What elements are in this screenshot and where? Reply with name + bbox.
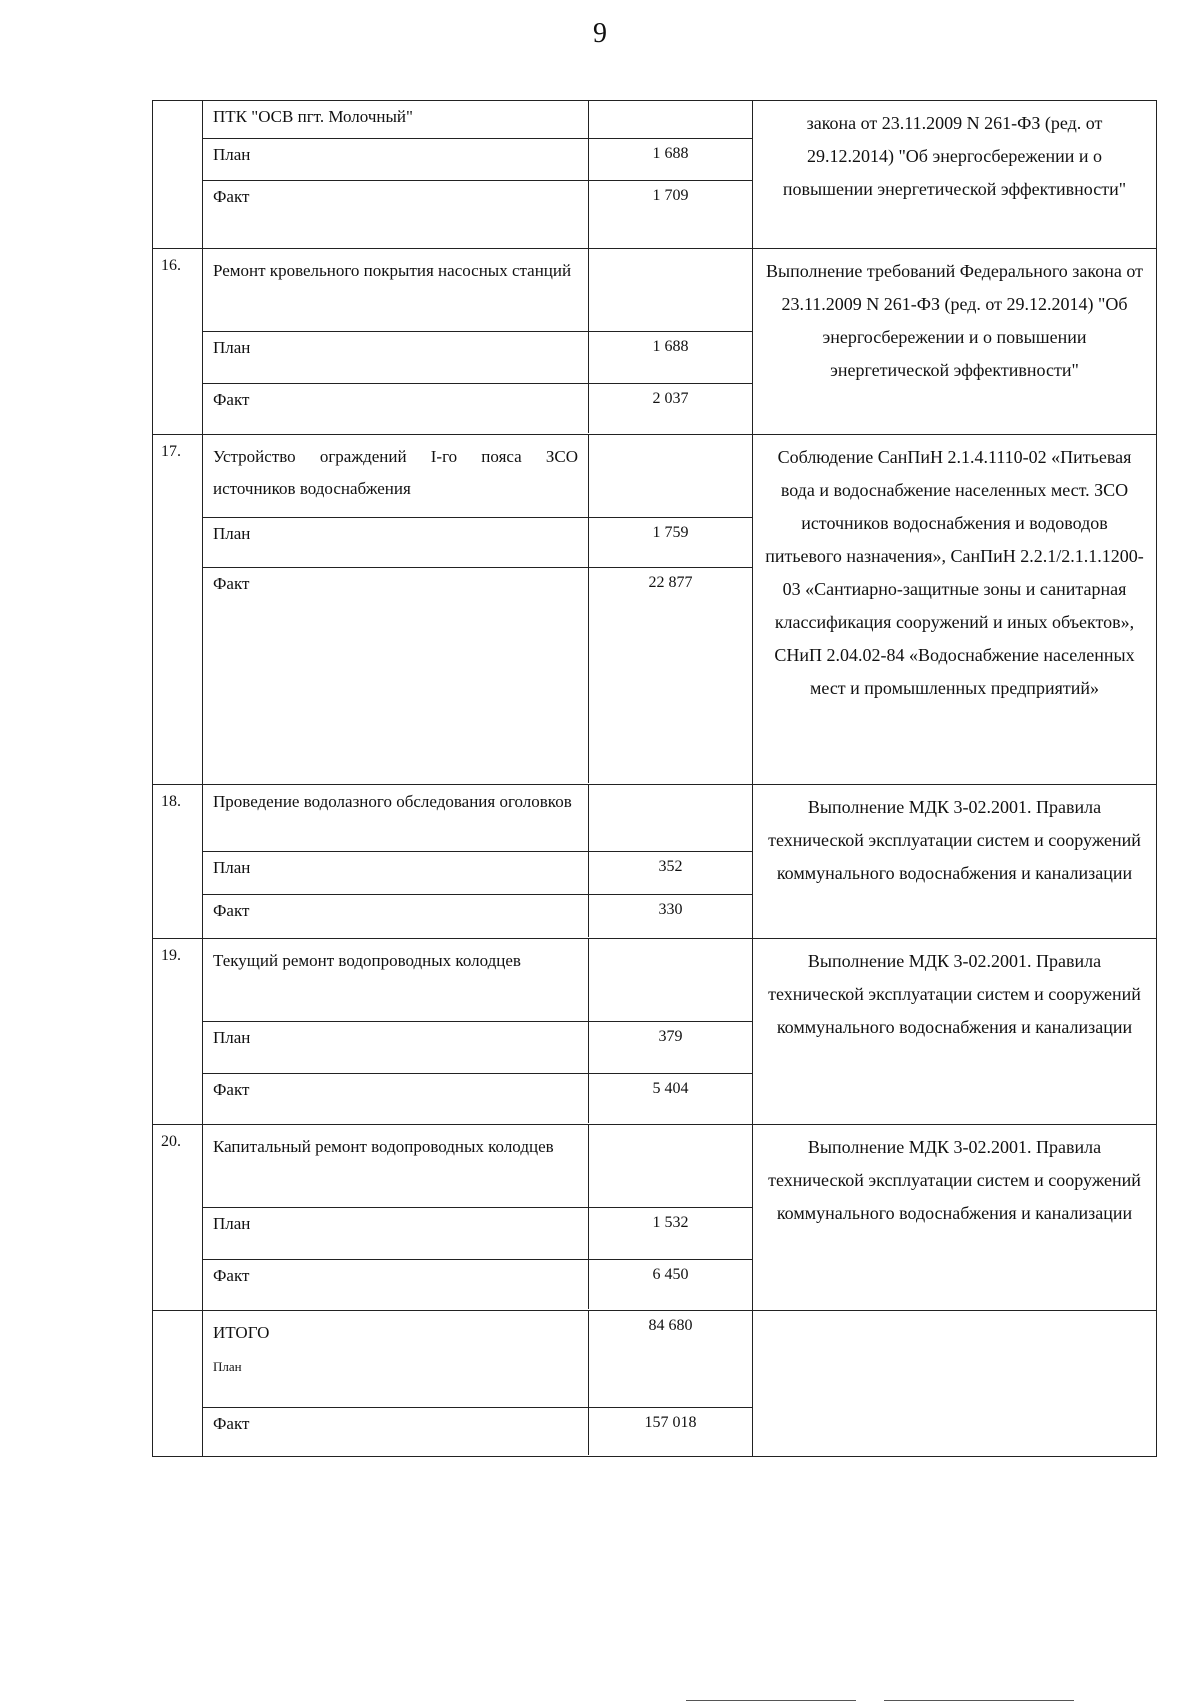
justification-text: Выполнение требований Федерального закона от 23.11.2009 N 261-ФЗ (ред. от 29.12.2014) "Об энергосбережении и о повышении энергетической эффективности" — [766, 261, 1143, 380]
item-cell — [203, 101, 753, 249]
plan-label: План — [203, 1021, 589, 1073]
fact-value: 22 877 — [589, 567, 753, 783]
plan-value: 1 688 — [589, 331, 753, 383]
row-number — [153, 101, 203, 249]
justification-cell — [753, 785, 1157, 939]
row-number: 16. — [153, 249, 203, 435]
item-cell — [203, 249, 753, 435]
justification-text: Соблюдение СанПиН 2.1.4.1110-02 «Питьевая вода и водоснабжение населенных мест. ЗСО источников водоснабжения и водоводов питьевого назначения», СанПиН 2.2.1/2.1.1.1200-03 «Сантиарно-защитные зоны и санитарная классификация сооружений и иных объектов», СНиП 2.04.02-84 «Водоснабжение населенных мест и промышленных предприятий» — [765, 447, 1144, 698]
justification-text: Выполнение МДК 3-02.2001. Правила технической эксплуатации систем и сооружений коммунального водоснабжения и канализации — [768, 797, 1141, 883]
fact-label: Факт — [213, 573, 250, 593]
total-fact-label: Факт — [213, 1413, 250, 1433]
plan-value: 379 — [589, 1021, 753, 1073]
fact-value: 5 404 — [589, 1073, 753, 1123]
justification-cell — [753, 1125, 1157, 1311]
row-number: 20. — [153, 1125, 203, 1311]
footer-line — [884, 1700, 1074, 1701]
table-row — [153, 435, 1157, 785]
item-cell — [203, 939, 753, 1125]
item-cell — [203, 1125, 753, 1311]
item-cell — [203, 435, 753, 785]
fact-value: 1 709 — [589, 180, 753, 248]
total-plan-label: План — [213, 1359, 242, 1374]
row-number: 17. — [153, 435, 203, 785]
works-table — [152, 100, 1157, 1457]
table-row — [153, 1125, 1157, 1311]
fact-value: 6 450 — [589, 1259, 753, 1309]
plan-label: План — [203, 331, 589, 383]
justification-text: закона от 23.11.2009 N 261-ФЗ (ред. от 29.12.2014) "Об энергосбережении и о повышении энергетической эффективности" — [782, 113, 1127, 199]
item-cell — [203, 785, 753, 939]
plan-label: План — [203, 517, 589, 567]
total-title: ИТОГО — [213, 1323, 270, 1342]
justification-cell — [753, 101, 1157, 249]
row-number: 18. — [153, 785, 203, 939]
plan-value: 1 759 — [589, 517, 753, 567]
justification-text: Выполнение МДК 3-02.2001. Правила технической эксплуатации систем и сооружений коммунального водоснабжения и канализации — [768, 951, 1141, 1037]
footer-line — [686, 1700, 856, 1701]
plan-label: План — [203, 1207, 589, 1259]
fact-label: Факт — [213, 1265, 250, 1285]
justification-cell — [753, 435, 1157, 785]
table-row — [153, 939, 1157, 1125]
plan-label: План — [203, 138, 589, 180]
fact-label: Факт — [213, 389, 250, 409]
fact-label: Факт — [213, 900, 250, 920]
total-plan-value: 84 680 — [589, 1311, 753, 1407]
fact-label: Факт — [213, 186, 250, 206]
item-title: ПТК "ОСВ пгт. Молочный" — [203, 101, 589, 138]
plan-value: 352 — [589, 851, 753, 894]
justification-cell — [753, 249, 1157, 435]
item-title: Капитальный ремонт водопроводных колодцев — [213, 1137, 554, 1156]
empty-cell — [753, 1311, 1157, 1457]
item-title: Устройство ограждений I-го пояса ЗСО источников водоснабжения — [213, 447, 578, 498]
item-title: Проведение водолазного обследования оголовков — [213, 792, 572, 811]
plan-label: План — [203, 851, 589, 894]
total-fact-value: 157 018 — [589, 1407, 753, 1455]
table-row — [153, 785, 1157, 939]
table-row — [153, 101, 1157, 249]
fact-label: Факт — [213, 1079, 250, 1099]
item-title: Текущий ремонт водопроводных колодцев — [213, 951, 521, 970]
table-row — [153, 249, 1157, 435]
row-number: 19. — [153, 939, 203, 1125]
fact-value: 2 037 — [589, 383, 753, 433]
item-title: Ремонт кровельного покрытия насосных станций — [213, 261, 572, 280]
fact-value: 330 — [589, 894, 753, 937]
total-row — [153, 1311, 1157, 1457]
justification-cell — [753, 939, 1157, 1125]
justification-text: Выполнение МДК 3-02.2001. Правила технической эксплуатации систем и сооружений коммунального водоснабжения и канализации — [768, 1137, 1141, 1223]
plan-value: 1 532 — [589, 1207, 753, 1259]
page-number: 9 — [593, 18, 607, 49]
plan-value: 1 688 — [589, 138, 753, 180]
total-cell — [203, 1311, 753, 1457]
